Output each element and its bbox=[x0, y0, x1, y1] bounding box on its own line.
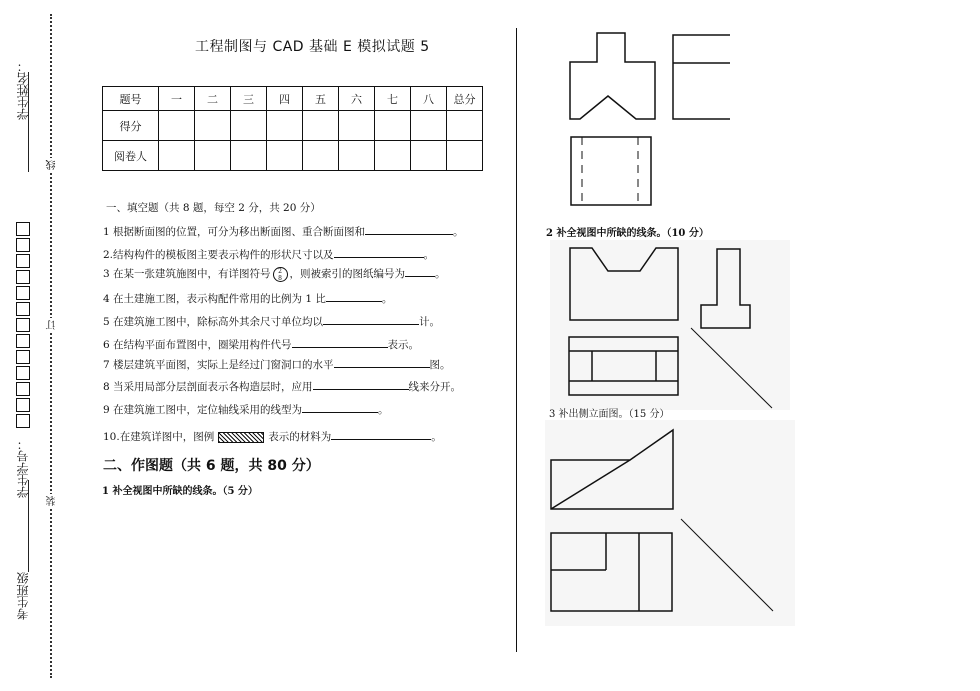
score-cell[interactable] bbox=[195, 111, 231, 141]
figure-2-views bbox=[550, 240, 790, 410]
construction-line bbox=[681, 519, 773, 611]
answer-blank[interactable] bbox=[302, 401, 378, 413]
answer-blank[interactable] bbox=[405, 265, 435, 277]
question-4: 4 在土建施工图，表示构配件常用的比例为 1 比 。 bbox=[103, 290, 392, 306]
grader-cell[interactable] bbox=[303, 141, 339, 171]
question-10: 10.在建筑详图中，图例 表示的材料为 。 bbox=[103, 428, 442, 444]
student-name-label: 学生姓名： bbox=[16, 60, 30, 120]
page-title: 工程制图与 CAD 基础 E 模拟试题 5 bbox=[195, 39, 430, 55]
score-cell[interactable] bbox=[375, 111, 411, 141]
table-header-cell: 总分 bbox=[447, 87, 483, 111]
grader-cell[interactable] bbox=[195, 141, 231, 171]
section2-title: 二、作图题（共 6 题，共 80 分） bbox=[103, 458, 320, 474]
table-header-cell: 题号 bbox=[103, 87, 159, 111]
table-header-cell: 八 bbox=[411, 87, 447, 111]
front-view-shape bbox=[570, 248, 678, 320]
grader-cell[interactable] bbox=[267, 141, 303, 171]
question-6: 6 在结构平面布置图中，圈梁用构件代号 表示。 bbox=[103, 336, 419, 352]
score-cell[interactable] bbox=[267, 111, 303, 141]
section1-title: 一、填空题（共 8 题，每空 2 分，共 20 分） bbox=[106, 202, 321, 214]
score-cell[interactable] bbox=[411, 111, 447, 141]
question-1: 1 根据断面图的位置，可分为移出断面图、重合断面图和 。 bbox=[103, 223, 464, 239]
top-view-shape bbox=[571, 137, 651, 205]
binding-mark-order: 订 bbox=[47, 320, 58, 330]
answer-blank[interactable] bbox=[313, 378, 409, 390]
drawing-question-3: 3 补出侧立面图。（15 分） bbox=[549, 409, 670, 420]
figure-3-views bbox=[545, 420, 795, 626]
side-view-shape bbox=[673, 35, 730, 119]
class-underline bbox=[28, 530, 29, 572]
answer-blank[interactable] bbox=[334, 246, 424, 258]
column-divider bbox=[516, 28, 517, 652]
score-cell[interactable] bbox=[231, 111, 267, 141]
grader-cell[interactable] bbox=[231, 141, 267, 171]
grader-cell[interactable] bbox=[411, 141, 447, 171]
drawing-question-1: 1 补全视图中所缺的线条。（5 分） bbox=[102, 486, 258, 497]
answer-blank[interactable] bbox=[323, 313, 419, 325]
binding-mark-line: 线 bbox=[47, 160, 58, 170]
answer-blank[interactable] bbox=[365, 223, 453, 235]
binding-mark-bind: 装 bbox=[47, 496, 58, 506]
table-header-cell: 四 bbox=[267, 87, 303, 111]
construction-line bbox=[691, 328, 772, 408]
student-id-label: 学生学号： bbox=[16, 438, 30, 498]
front-view-shape bbox=[570, 33, 655, 119]
table-header-cell: 七 bbox=[375, 87, 411, 111]
score-cell[interactable] bbox=[303, 111, 339, 141]
score-table bbox=[102, 86, 483, 171]
grader-cell[interactable] bbox=[447, 141, 483, 171]
table-header-cell: 一 bbox=[159, 87, 195, 111]
top-view-shape bbox=[569, 337, 678, 395]
table-header-row bbox=[103, 87, 483, 111]
table-row-score bbox=[103, 111, 483, 141]
material-hatch-icon bbox=[218, 432, 264, 443]
question-9: 9 在建筑施工图中，定位轴线采用的线型为 。 bbox=[103, 401, 389, 417]
question-7: 7 楼层建筑平面图，实际上是经过门窗洞口的水平 图。 bbox=[103, 356, 451, 372]
side-view-shape bbox=[701, 249, 750, 328]
student-name-underline bbox=[28, 72, 29, 172]
question-5: 5 在建筑施工图中，除标高外其余尺寸单位均以 计。 bbox=[103, 313, 440, 329]
detail-symbol-icon: 2 8 bbox=[273, 267, 288, 282]
table-header-cell: 二 bbox=[195, 87, 231, 111]
grader-cell[interactable] bbox=[339, 141, 375, 171]
row-label-grader: 阅卷人 bbox=[103, 141, 159, 171]
answer-blank[interactable] bbox=[334, 356, 430, 368]
front-view-diagonal bbox=[551, 460, 630, 509]
grader-cell[interactable] bbox=[159, 141, 195, 171]
grader-cell[interactable] bbox=[375, 141, 411, 171]
table-header-cell: 六 bbox=[339, 87, 375, 111]
row-label-score: 得分 bbox=[103, 111, 159, 141]
question-2: 2.结构构件的模板图主要表示构件的形状尺寸以及 。 bbox=[103, 246, 434, 262]
top-view-shape bbox=[551, 533, 672, 611]
score-cell[interactable] bbox=[447, 111, 483, 141]
drawing-question-2: 2 补全视图中所缺的线条。（10 分） bbox=[546, 228, 709, 239]
answer-blank[interactable] bbox=[331, 428, 431, 440]
score-cell[interactable] bbox=[159, 111, 195, 141]
binding-dotted-line bbox=[50, 14, 52, 678]
answer-blank[interactable] bbox=[292, 336, 388, 348]
question-3: 3 在某一张建筑施图中，有详图符号 2 8 ，则被索引的图纸编号为 。 bbox=[103, 265, 446, 282]
answer-blank[interactable] bbox=[326, 290, 382, 302]
figure-1-views bbox=[560, 28, 730, 214]
table-row-grader bbox=[103, 141, 483, 171]
table-header-cell: 三 bbox=[231, 87, 267, 111]
score-cell[interactable] bbox=[339, 111, 375, 141]
question-8: 8 当采用局部分层剖面表示各构造层时，应用 线来分开。 bbox=[103, 378, 461, 394]
class-label: 考生班级 bbox=[16, 572, 30, 620]
table-header-cell: 五 bbox=[303, 87, 339, 111]
student-id-boxes bbox=[16, 222, 30, 428]
